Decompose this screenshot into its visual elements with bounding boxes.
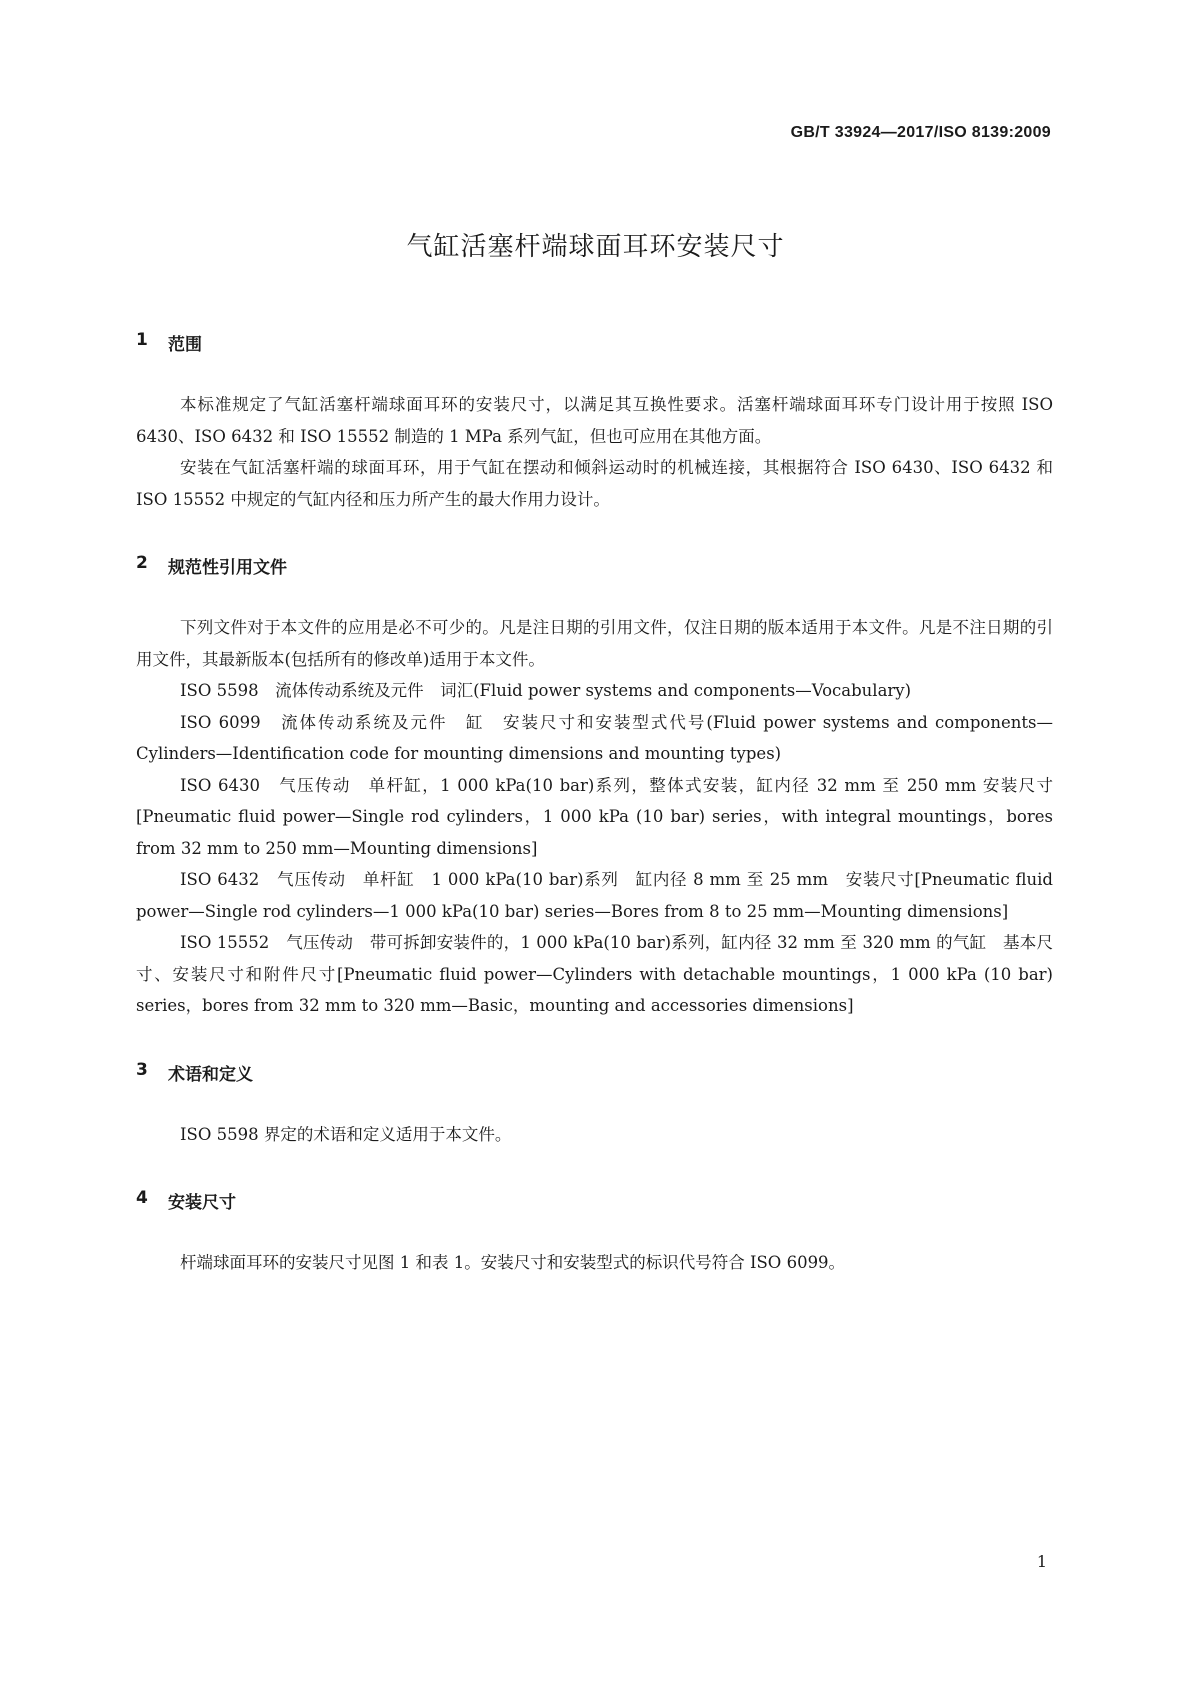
section-title: 规范性引用文件: [168, 558, 287, 578]
section-heading: [136, 1060, 1053, 1085]
section-heading: [136, 330, 1053, 355]
section-terms-definitions: [136, 1060, 1053, 1151]
reference-item: ISO 5598 流体传动系统及元件 词汇(Fluid power systems and components—Vocabulary): [180, 681, 912, 700]
section-mounting-dimensions: [136, 1188, 1053, 1279]
paragraph: ISO 5598 界定的术语和定义适用于本文件。: [180, 1124, 512, 1144]
paragraph: 本标准规定了气缸活塞杆端球面耳环的安装尺寸，以满足其互换性要求。活塞杆端球面耳环专门设计用于按照 ISO 6430、ISO 6432 和 ISO 15552 制造的 1 MPa 系列气缸，但也可应用在其他方面。: [136, 395, 1053, 446]
section-number: 2: [136, 553, 148, 573]
paragraph: 下列文件对于本文件的应用是必不可少的。凡是注日期的引用文件，仅注日期的版本适用于本文件。凡是不注日期的引用文件，其最新版本(包括所有的修改单)适用于本文件。: [136, 618, 1053, 669]
section-normative-references: [136, 553, 1053, 1022]
section-number: 1: [136, 330, 148, 350]
section-heading: [136, 1188, 1053, 1213]
section-heading: [136, 553, 1053, 578]
document-body: [136, 330, 1053, 1279]
document-title: 气缸活塞杆端球面耳环安装尺寸: [406, 232, 785, 262]
section-scope: [136, 330, 1053, 515]
reference-item: ISO 6430 气压传动 单杆缸，1 000 kPa(10 bar)系列，整体式安装，缸内径 32 mm 至 250 mm 安装尺寸[Pneumatic fluid power—Single rod cylinders，1 000 kPa (10 bar) series，with integral mountings，bores from 32 mm to 250 mm—Mounting dimensions]: [136, 775, 1053, 858]
section-title: 安装尺寸: [168, 1193, 236, 1213]
section-title: 范围: [168, 335, 202, 355]
reference-item: ISO 6099 流体传动系统及元件 缸 安装尺寸和安装型式代号(Fluid power systems and components—Cylinders—Identification code for mounting dimensions and mounting types): [136, 712, 1053, 763]
reference-item: ISO 6432 气压传动 单杆缸 1 000 kPa(10 bar)系列 缸内径 8 mm 至 25 mm 安装尺寸[Pneumatic fluid power—Single rod cylinders—1 000 kPa(10 bar) series—Bores from 8 to 25 mm—Mounting dimensions]: [136, 870, 1053, 921]
reference-item: ISO 15552 气压传动 带可拆卸安装件的，1 000 kPa(10 bar)系列，缸内径 32 mm 至 320 mm 的气缸 基本尺寸、安装尺寸和附件尺寸[Pneumatic fluid power—Cylinders with detachable mountings，1 000 kPa (10 bar) series，bores from 32 mm to 320 mm—Basic，mounting and accessories dimensions]: [136, 933, 1053, 1015]
paragraph: 安装在气缸活塞杆端的球面耳环，用于气缸在摆动和倾斜运动时的机械连接，其根据符合 ISO 6430、ISO 6432 和 ISO 15552 中规定的气缸内径和压力所产生的最大作用力设计。: [136, 458, 1053, 509]
paragraph: 杆端球面耳环的安装尺寸见图 1 和表 1。安装尺寸和安装型式的标识代号符合 ISO 6099。: [180, 1253, 846, 1272]
standard-identifier: GB/T 33924—2017/ISO 8139:2009: [790, 124, 1051, 141]
page-number: 1: [1036, 1552, 1047, 1571]
section-number: 3: [136, 1059, 148, 1080]
section-number: 4: [136, 1188, 148, 1208]
section-title: 术语和定义: [168, 1064, 253, 1085]
